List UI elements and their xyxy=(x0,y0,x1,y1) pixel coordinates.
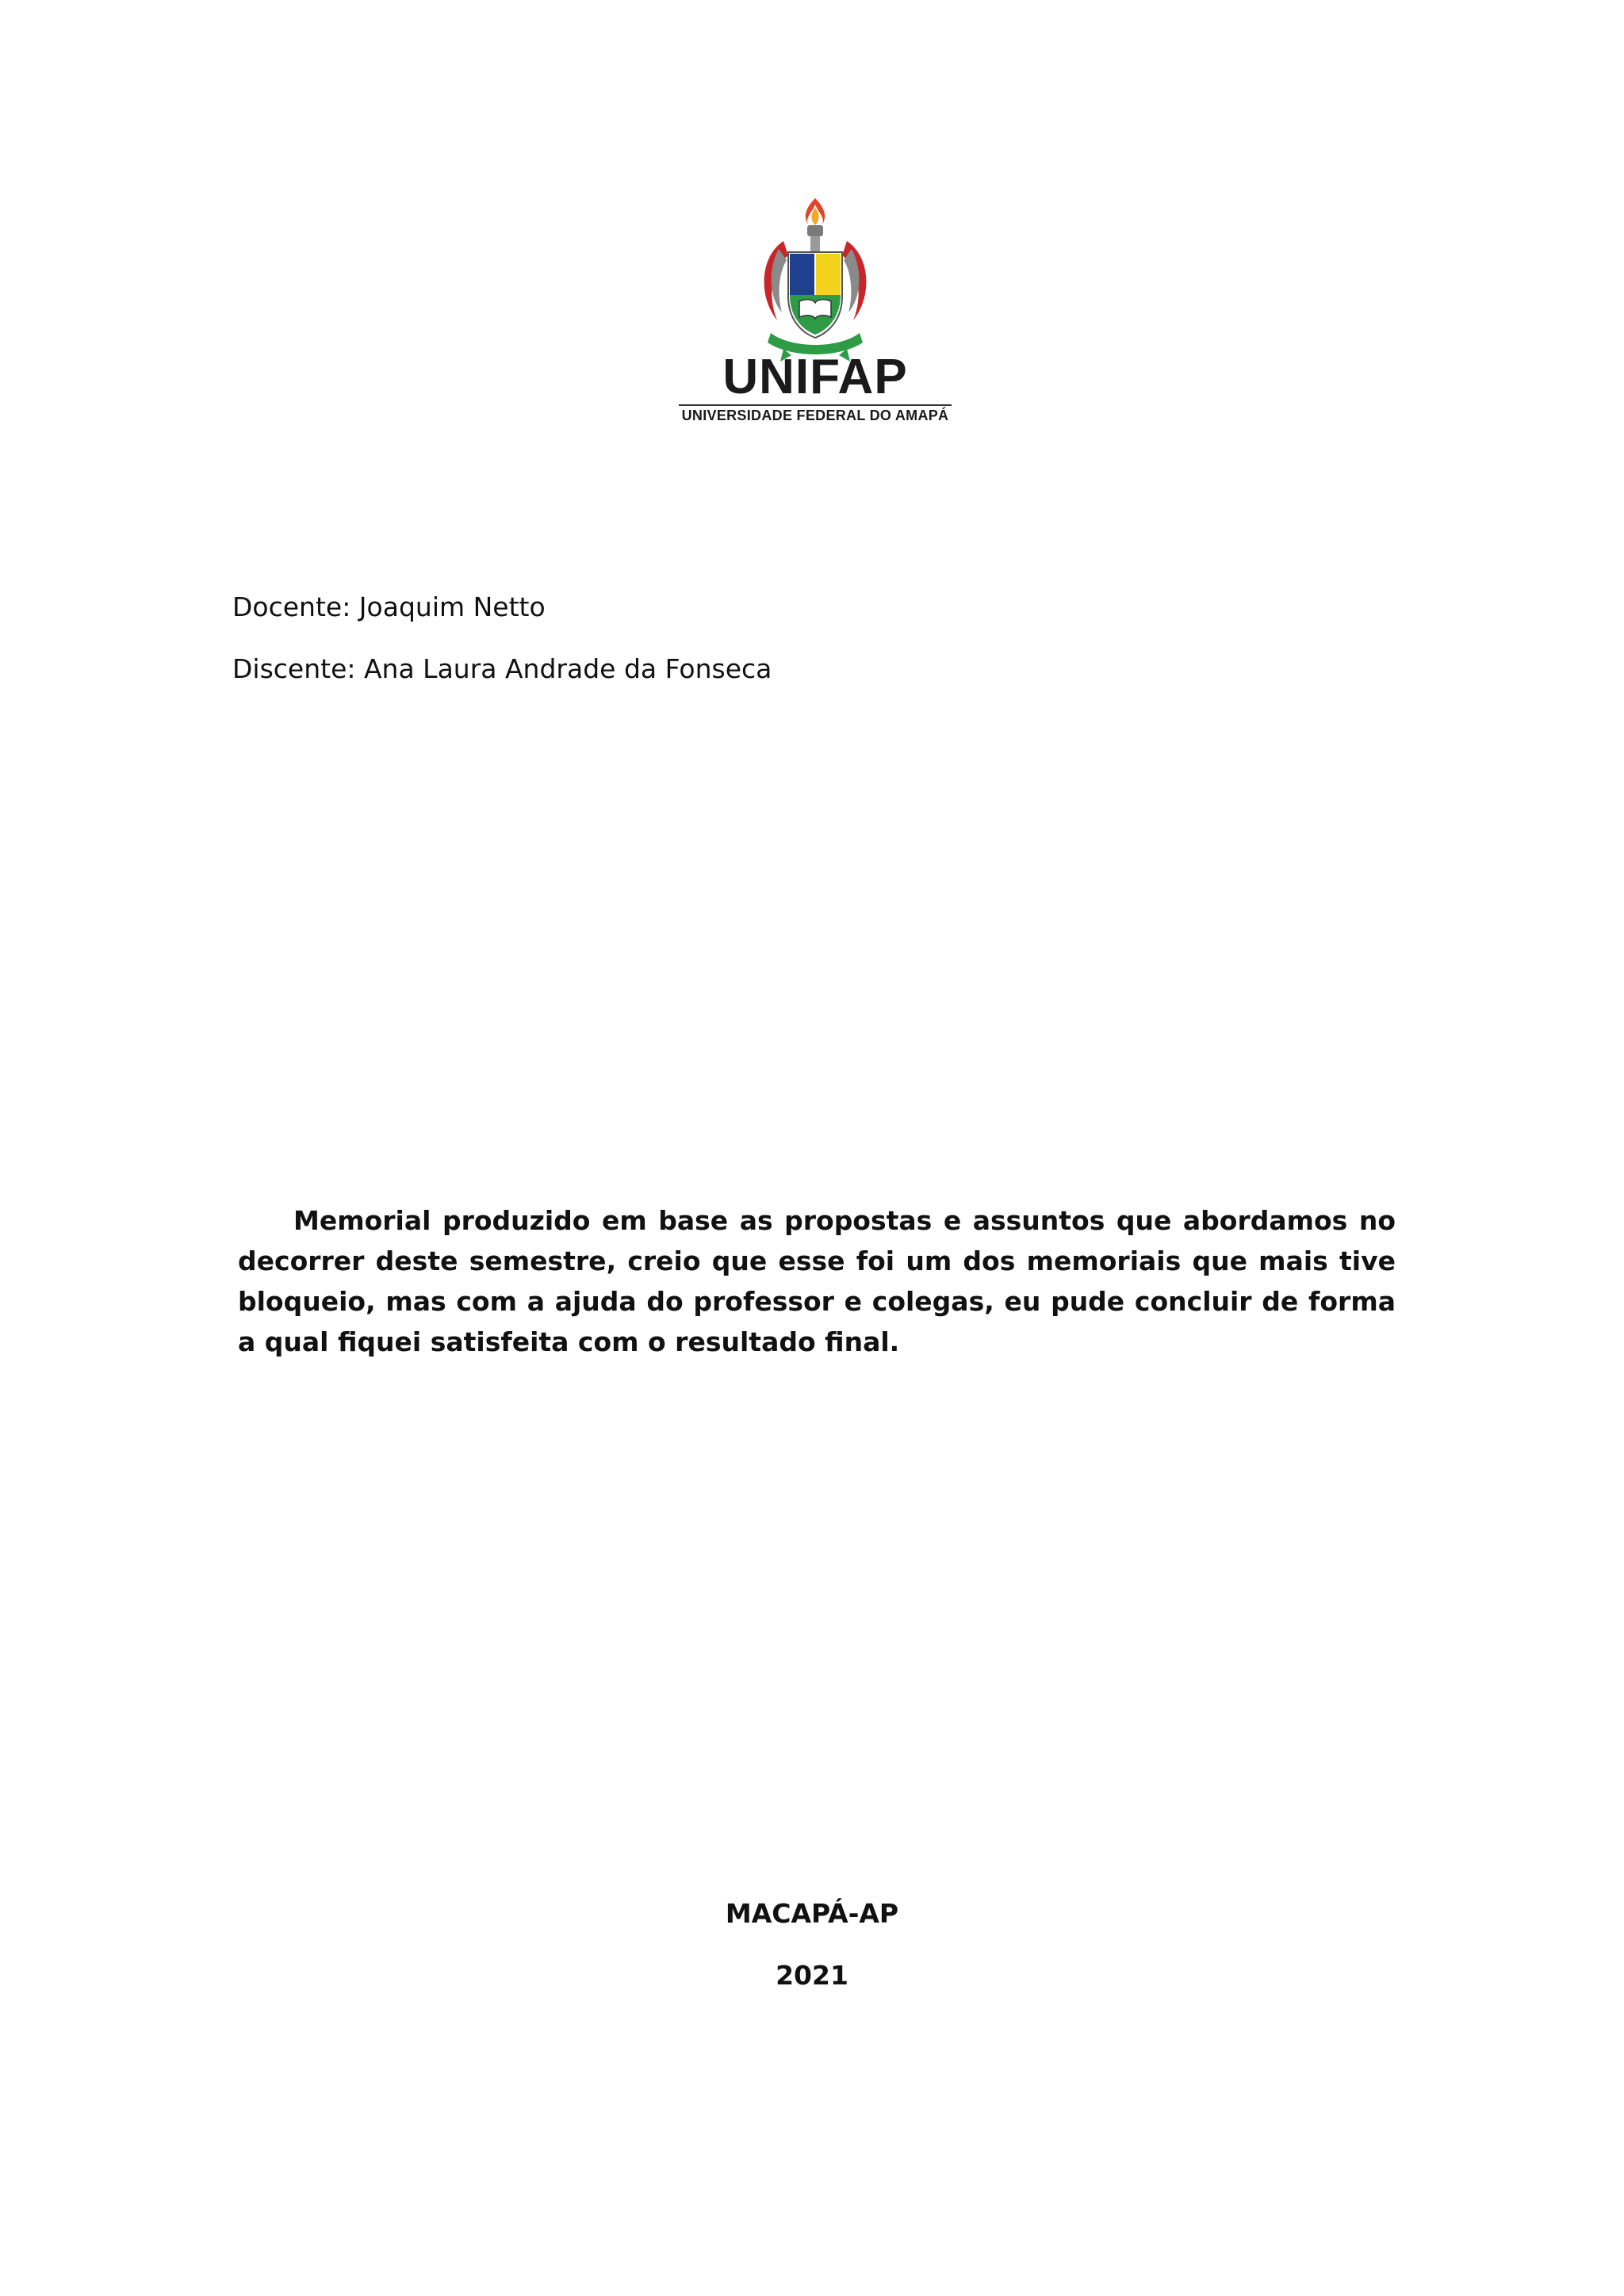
docente-line: Docente: Joaquim Netto xyxy=(232,591,546,622)
discente-line: Discente: Ana Laura Andrade da Fonseca xyxy=(232,653,772,684)
footer-year: 2021 xyxy=(776,1960,848,1991)
logo-divider xyxy=(679,404,952,406)
university-crest-icon xyxy=(736,193,894,368)
memorial-abstract: Memorial produzido em base as propostas e assuntos que abordamos no decorrer deste semestre, creio que esse foi um dos memoriais que mais tive bloqueio, mas com a ajuda do professor e colegas, eu pude concluir de forma a qual fiquei satisfeita com o resultado final. xyxy=(238,1205,1396,1357)
footer-city: MACAPÁ-AP xyxy=(725,1898,899,1929)
university-logo xyxy=(672,193,958,431)
logo-wordmark: UNIFAP xyxy=(722,350,908,404)
logo-subtitle: UNIVERSIDADE FEDERAL DO AMAPÁ xyxy=(681,408,949,423)
